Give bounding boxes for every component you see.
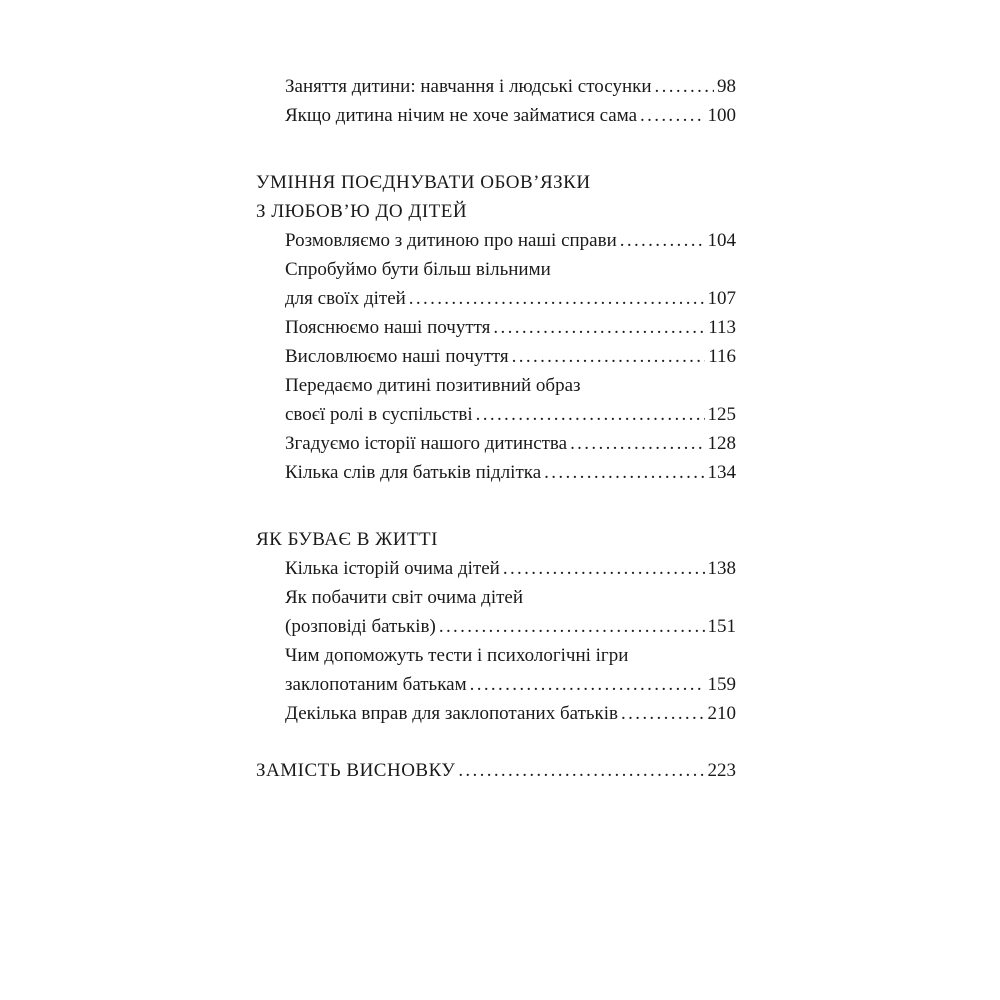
leader-dots	[620, 226, 705, 255]
toc-entry-page: 138	[707, 558, 736, 579]
toc-entry	[256, 313, 736, 342]
toc-entry-page: 98	[717, 76, 736, 97]
toc-entry-page: 151	[707, 616, 736, 637]
toc-entry	[256, 429, 736, 458]
toc-entry	[256, 458, 736, 487]
leader-dots	[621, 699, 704, 728]
toc-entry-title: Декілька вправ для заклопотаних батьків	[285, 703, 619, 724]
toc-entry	[256, 226, 736, 255]
toc-entry-title: Пояснюємо наші почуття	[285, 317, 491, 338]
toc-entry-page: 159	[707, 674, 736, 695]
toc-entry	[256, 342, 736, 371]
toc-entry-title: Чим допоможуть тести і психологічні ігри	[285, 645, 629, 666]
leader-dots	[476, 400, 705, 429]
toc-entry-title: Кілька історій очима дітей	[285, 558, 500, 579]
toc-entry-title: Якщо дитина нічим не хоче займатися сама	[285, 105, 638, 126]
toc-entry-page: 125	[707, 404, 736, 425]
toc-entry-title: Згадуємо історії нашого дитинства	[285, 433, 568, 454]
toc-entry-title: Передаємо дитині позитивний образ	[285, 375, 581, 396]
toc-entry-title: ЗАМІСТЬ ВИСНОВКУ	[256, 760, 456, 781]
toc-entry	[256, 554, 736, 583]
leader-dots	[493, 313, 705, 342]
toc-entry-page: 100	[707, 105, 736, 126]
toc-entry-title: заклопотаним батькам	[285, 674, 467, 695]
toc-entry	[256, 72, 736, 101]
toc-entry-page: 128	[707, 433, 736, 454]
toc-entry-title: Як побачити світ очима дітей	[285, 587, 524, 608]
leader-dots	[439, 612, 705, 641]
toc-entry-title: своєї ролі в суспільстві	[285, 404, 473, 425]
toc-entry-page: 104	[707, 230, 736, 251]
section-heading: ЯК БУВАЄ В ЖИТТІ	[256, 529, 438, 550]
toc-entry-title: Розмовляємо з дитиною про наші справи	[285, 230, 617, 251]
toc-entry-page: 223	[707, 760, 736, 781]
toc-entry	[256, 284, 736, 313]
table-of-contents	[256, 72, 736, 785]
toc-entry-title: Заняття дитини: навчання і людські стосунки	[285, 76, 652, 97]
section-heading: З ЛЮБОВ’Ю ДО ДІТЕЙ	[256, 201, 468, 222]
toc-entry-title-line	[256, 641, 736, 670]
toc-entry	[256, 400, 736, 429]
leader-dots	[458, 756, 704, 785]
leader-dots	[409, 284, 705, 313]
toc-entry-title: Висловлюємо наші почуття	[285, 346, 509, 367]
toc-entry	[256, 612, 736, 641]
toc-entry	[256, 699, 736, 728]
section-heading: УМІННЯ ПОЄДНУВАТИ ОБОВ’ЯЗКИ	[256, 172, 591, 193]
toc-entry-title-line	[256, 255, 736, 284]
toc-entry-title: (розповіді батьків)	[285, 616, 436, 637]
toc-entry-title: Спробуймо бути більш вільними	[285, 259, 551, 280]
leader-dots	[503, 554, 705, 583]
leader-dots	[544, 458, 704, 487]
toc-entry-title-line	[256, 371, 736, 400]
toc-final-entry	[256, 756, 736, 785]
toc-entry-title: для своїх дітей	[285, 288, 406, 309]
toc-entry	[256, 670, 736, 699]
toc-entry-page: 210	[707, 703, 736, 724]
toc-entry-page: 116	[708, 346, 736, 367]
leader-dots	[512, 342, 706, 371]
leader-dots	[655, 72, 714, 101]
leader-dots	[570, 429, 704, 458]
leader-dots	[640, 101, 704, 130]
toc-entry-page: 107	[707, 288, 736, 309]
leader-dots	[470, 670, 705, 699]
toc-entry-title-line	[256, 583, 736, 612]
toc-entry	[256, 101, 736, 130]
toc-entry-page: 134	[707, 462, 736, 483]
toc-entry-page: 113	[708, 317, 736, 338]
toc-entry-title: Кілька слів для батьків підлітка	[285, 462, 542, 483]
